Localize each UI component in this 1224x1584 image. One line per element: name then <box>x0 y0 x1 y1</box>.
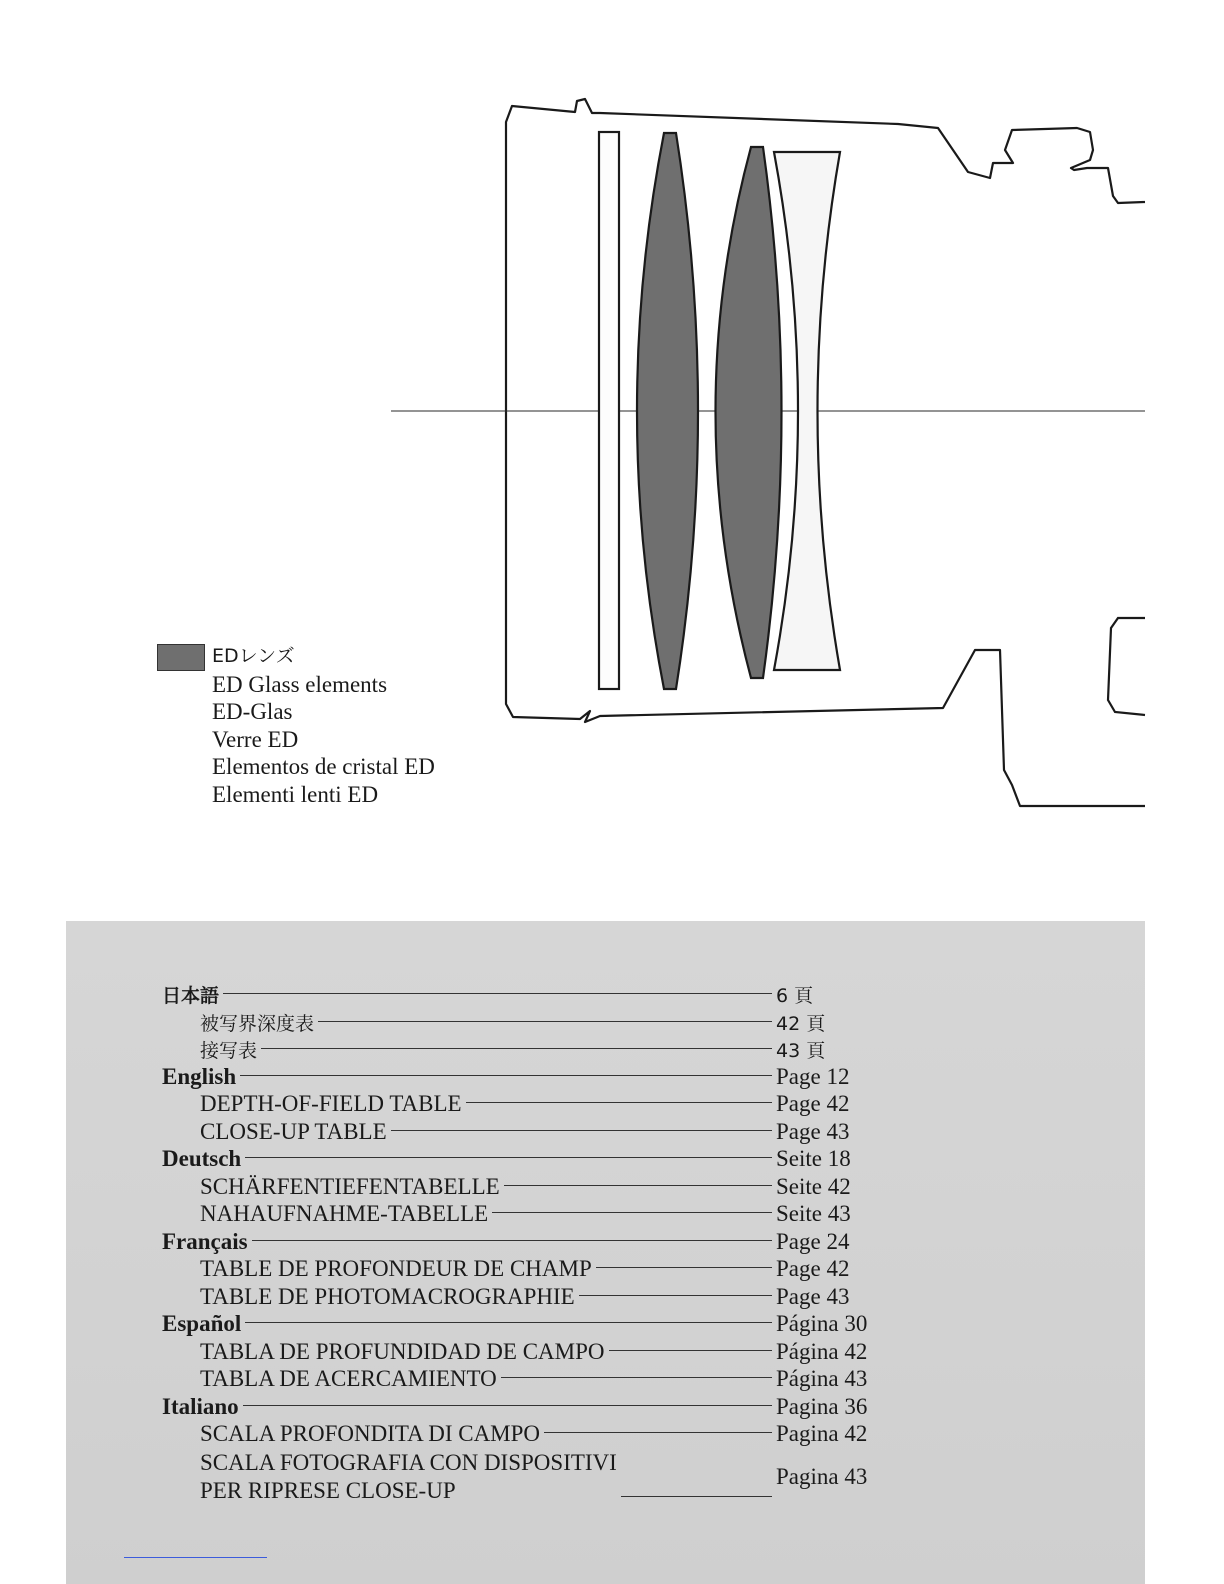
toc-entry-label: TABLA DE PROFUNDIDAD DE CAMPO <box>200 1338 605 1364</box>
toc-entry <box>162 1201 882 1229</box>
toc-entry <box>162 1256 882 1284</box>
toc-entry-label: Deutsch <box>162 1146 242 1171</box>
toc-entry-page: Seite 18 <box>776 1146 851 1171</box>
toc-leader-line <box>261 1048 772 1049</box>
toc-leader-line <box>243 1405 772 1406</box>
toc-leader-line <box>579 1295 772 1296</box>
ed-glass-element-1 <box>637 133 698 689</box>
toc-entry-page: Pagina 43 <box>776 1463 868 1489</box>
toc-entry-page: 6 頁 <box>776 985 814 1007</box>
toc-leader-line <box>504 1185 772 1186</box>
toc-entry-page: 42 頁 <box>776 1012 826 1035</box>
toc-entry-page: Page 43 <box>776 1118 850 1144</box>
table-of-contents <box>162 981 882 1505</box>
toc-entry-label: NAHAUFNAHME-TABELLE <box>200 1201 489 1226</box>
footer-rule <box>124 1557 267 1558</box>
toc-entry-page: Page 12 <box>776 1063 850 1089</box>
protective-glass-element <box>599 132 619 689</box>
toc-entry <box>162 1146 882 1174</box>
lens-mount-outline <box>1108 618 1145 715</box>
toc-leader-line <box>501 1377 772 1378</box>
toc-entry <box>162 1421 882 1449</box>
legend-label-japanese: EDレンズ <box>212 645 295 667</box>
toc-entry-label: SCHÄRFENTIEFENTABELLE <box>200 1173 500 1199</box>
legend-label-spanish: Elementos de cristal ED <box>212 754 435 780</box>
toc-entry-page: Page 42 <box>776 1091 850 1116</box>
toc-leader-line <box>391 1130 772 1131</box>
toc-entry-label-line1: SCALA FOTOGRAFIA CON DISPOSITIVI <box>200 1449 617 1475</box>
toc-leader-line <box>252 1240 772 1241</box>
toc-leader-line <box>245 1157 772 1158</box>
toc-entry-label: Italiano <box>162 1393 239 1419</box>
legend-label-english: ED Glass elements <box>212 671 388 697</box>
toc-entry-label: 被写界深度表 <box>200 1012 315 1035</box>
toc-entry <box>162 1394 882 1422</box>
toc-entry-label-line2: PER RIPRESE CLOSE-UP <box>200 1477 456 1503</box>
toc-entry-label: Español <box>162 1311 242 1336</box>
table-of-contents-panel <box>66 921 1145 1584</box>
toc-leader-line <box>318 1021 772 1022</box>
toc-leader-line <box>596 1267 772 1268</box>
toc-entry <box>162 1449 882 1505</box>
toc-entry-label: TABLA DE ACERCAMIENTO <box>200 1366 497 1391</box>
toc-entry <box>162 1064 882 1092</box>
toc-entry-page: Page 24 <box>776 1228 850 1254</box>
toc-leader-line <box>544 1432 772 1433</box>
toc-entry-label: TABLE DE PROFONDEUR DE CHAMP <box>200 1256 592 1281</box>
toc-entry-label: 日本語 <box>162 985 220 1007</box>
toc-entry-label: English <box>162 1063 237 1089</box>
toc-entry-label: DEPTH-OF-FIELD TABLE <box>200 1091 462 1116</box>
toc-entry-page: Page 42 <box>776 1256 850 1281</box>
toc-entry-page: Página 43 <box>776 1366 868 1391</box>
toc-entry <box>162 1091 882 1119</box>
toc-leader-line <box>609 1350 772 1351</box>
toc-entry <box>162 1036 882 1064</box>
toc-entry <box>162 1119 882 1147</box>
toc-entry-label: 接写表 <box>200 1040 258 1062</box>
ed-glass-element-2 <box>716 147 782 678</box>
toc-entry <box>162 981 882 1009</box>
ed-glass-swatch <box>157 644 205 671</box>
toc-entry <box>162 1174 882 1202</box>
toc-entry <box>162 1229 882 1257</box>
legend-label-french: Verre ED <box>212 726 299 752</box>
toc-entry-label <box>200 1449 617 1505</box>
toc-entry <box>162 1366 882 1394</box>
legend-label-italian: Elementi lenti ED <box>212 781 379 807</box>
legend-labels <box>212 643 435 809</box>
toc-entry-page: Seite 43 <box>776 1201 851 1226</box>
toc-entry-label: Français <box>162 1228 248 1254</box>
toc-entry-label: SCALA PROFONDITA DI CAMPO <box>200 1421 541 1446</box>
toc-entry <box>162 1311 882 1339</box>
toc-entry <box>162 1009 882 1037</box>
toc-entry-page: Seite 42 <box>776 1173 851 1199</box>
toc-leader-line <box>621 1496 772 1497</box>
toc-entry-page: Page 43 <box>776 1283 850 1309</box>
toc-leader-line <box>240 1075 772 1076</box>
toc-entry-page: 43 頁 <box>776 1040 826 1062</box>
toc-entry-page: Pagina 42 <box>776 1421 868 1446</box>
legend-label-german: ED-Glas <box>212 699 293 725</box>
toc-leader-line <box>223 993 772 994</box>
toc-entry-label: TABLE DE PHOTOMACROGRAPHIE <box>200 1283 575 1309</box>
toc-entry <box>162 1284 882 1312</box>
toc-entry <box>162 1339 882 1367</box>
toc-leader-line <box>492 1212 772 1213</box>
toc-leader-line <box>245 1322 772 1323</box>
toc-leader-line <box>466 1102 772 1103</box>
toc-entry-label: CLOSE-UP TABLE <box>200 1118 387 1144</box>
toc-entry-page: Página 30 <box>776 1311 868 1336</box>
toc-entry-page: Página 42 <box>776 1338 868 1364</box>
toc-entry-page: Pagina 36 <box>776 1393 868 1419</box>
